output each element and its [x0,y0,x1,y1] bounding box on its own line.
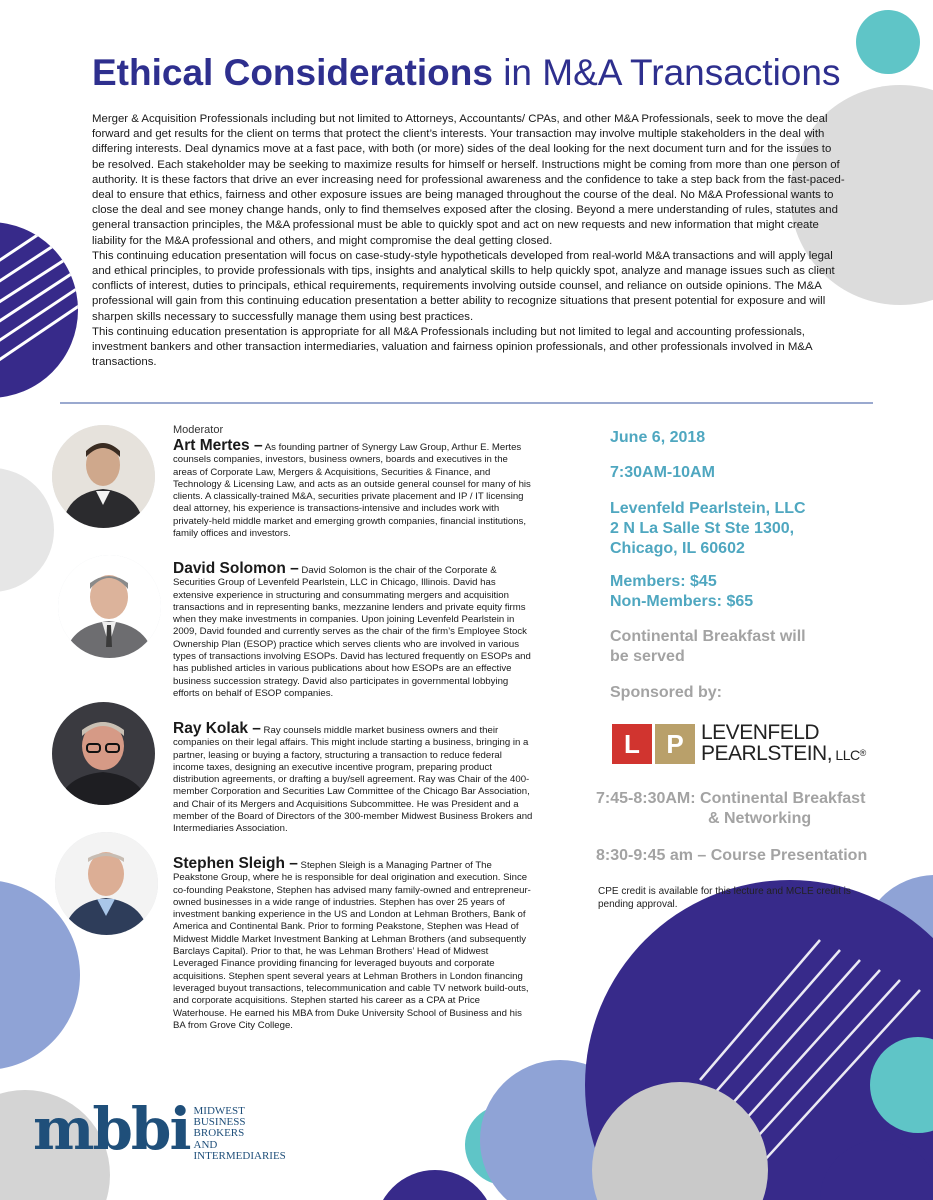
mbbi-name [194,1106,286,1162]
logo-p-box: P [655,724,695,764]
speaker-photo-stephen-sleigh [55,832,158,935]
intro-paragraph: This continuing education presentation will focus on case-study-style hypotheticals developed from real-world M&A transactions and will apply legal and ethical principles, to provide professionals with tips, insights and analytical skills to help quickly spot, analyze and manage issues such as client conflicts of interest, duties to principals, ethical requirements, requirements involving outside counsel, and reliance on outside opinions. The M&A professional will gain from this continuing education presentation a better ability to recognize situations that present potential for exposure and will sharpen skills necessary to successfully manage them using best practices. [92,249,835,323]
grey-circle-left [0,468,54,592]
intro-paragraph: Merger & Acquisition Professionals including but not limited to Attorneys, Accountants/ CPAs, and other M&A Professionals, seek to move the deal forward and get results for the client on terms that protect the client’s interests. Your transaction may involve multiple stakeholders in the deal with differing interests. Deal dynamics move at a fast pace, with both (or more) sides of the deal looking for the next document turn and for the issues to be resolved. Each stakeholder may be seeking to maximize results for himself or herself. Instructions might be coming from more than one person of authority. It is these factors that drive an ever increasing need for professional awareness and the confidence to take a step back from the fast-paced-deal to ensure that ethics, fairness and other exposure issues are being managed throughout the course of the deal. No M&A Professional wants to close the deal and see money change hands, only to find themselves exposed after the closing. Beyond a mere understanding of rules, statutes and general transaction principles, the M&A professional must be able to quickly spot and act on new requests and new information that might create liability for the M&A professional and others, and might compromise the deal getting closed. [92,113,845,247]
navy-circle-left [0,222,78,398]
logo-suffix: LLC [832,747,860,763]
logo-l-box: L [612,724,652,764]
breakfast-note-line: Continental Breakfast will [610,628,806,645]
event-prices [610,572,753,612]
speaker-bio-art-mertes [173,437,533,540]
speaker-bio-david-solomon [173,560,533,700]
logo-wordmark [701,722,866,766]
schedule-line: & Networking [708,810,812,827]
breakfast-note-line: be served [610,648,685,665]
speaker-name: Stephen Sleigh – [173,855,298,872]
speaker-bio-ray-kolak [173,720,533,836]
speaker-bio-text: As founding partner of Synergy Law Group, Arthur E. Mertes counsels companies, investors, business owners, boards and executives in the areas of Corporate Law, Mergers & Acquisitions, Securities & Finance, and Technology & Licensing Law, and acts as an outside general counsel for many of his clients. A classically-trained M&A, securities private placement and IP / IT licensing deal attorney, his experience is transactions-intensive and includes work with privately-held middle market and emerging growth companies, financial institutions, family offices and investors. [173,442,531,540]
mbbi-line: BUSINESS [193,1116,246,1129]
price-line: Non-Members: $65 [610,593,754,610]
logo-line: PEARLSTEIN, [701,742,833,765]
price-line: Members: $45 [610,573,717,590]
speaker-bio-text: David Solomon is the chair of the Corporate & Securities Group of Levenfeld Pearlstein, LLC in Chicago, Illinois. David has extensive experience in structuring and consummating mergers and acquisition transactions and in representing banks, mezzanine lenders and private equity firms when they make investments in companies. Upon joining Levenfeld Pearlstein in 2009, David founded and currently serves as the chair of the firm’s Employee Stock Ownership Plan (ESOP) practice which serves clients who are involved in various types of transactions involving ESOPs. David has lectured frequently on ESOPs and has published articles in various publications about how ESOPs are an effective business succession strategy. David also participates in governmental lobbying efforts on behalf of ESOP companies. [173,565,531,699]
schedule-line: 7:45-8:30AM: Continental Breakfast [596,790,866,807]
schedule-course: 8:30-9:45 am – Course Presentation [596,847,868,864]
mbbi-line: BROKERS [193,1127,245,1140]
breakfast-note [610,627,806,667]
event-venue [610,499,806,559]
speaker-name: Ray Kolak – [173,720,261,737]
mbbi-line: AND [193,1138,218,1151]
venue-line: 2 N La Salle St Ste 1300, [610,520,795,537]
schedule-breakfast [596,789,865,829]
logo-registered-mark: ® [859,748,866,758]
speaker-photo-david-solomon [58,555,161,658]
title-bold-part: Ethical Considerations [92,52,493,93]
sponsored-by-label: Sponsored by: [610,684,723,701]
venue-line: Chicago, IL 60602 [610,540,745,557]
cpe-credit-note: CPE credit is available for this lecture and MCLE credit is pending approval. [598,886,851,910]
event-date: June 6, 2018 [610,429,706,446]
speaker-bio-stephen-sleigh [173,855,533,1032]
speaker-photo-ray-kolak [52,702,155,805]
speaker-bio-text: Stephen Sleigh is a Managing Partner of The Peakstone Group, where he is responsible for deal origination and execution. Since co-founding Peakstone, Stephen has advised many family-owned and entrepreneur-owned businesses in a wide range of industries. Stephen has over 25 years of investment banking experience in the US and London at Lehman Brothers, Bank of America and Continental Bank. Prior to forming Peakstone, Stephen was Head of Midwest Middle Market Investment Banking at Lehman Brothers (and subsequently Barclays Capital). Prior to that, he was Lehman Brothers’ Head of Midwest Leveraged Finance providing financing for leveraged buyouts and corporate acquisitions. Stephen spent several years at Lehman Brothers in London financing leveraged buyout transactions, telecommunication and cable TV network build-outs, and corporate acquisitions. Stephen started his career as a CPA at Price Waterhouse. He earned his MBA from Duke University School of Business and his BA from Grove City College. [173,860,531,1031]
speaker-name: David Solomon – [173,560,299,577]
mbbi-logo [33,1095,286,1163]
mbbi-mark: mbbi [33,1095,190,1163]
navy-circle-bottom-mid [375,1170,495,1200]
event-time: 7:30AM-10AM [610,464,715,481]
mbbi-line: INTERMEDIARIES [193,1149,286,1162]
speaker-name: Art Mertes – [173,437,263,454]
page-title [92,52,872,94]
intro-text [92,112,847,370]
intro-paragraph: This continuing education presentation is appropriate for all M&A Professionals including but not limited to legal and accounting professionals, investment bankers and other transaction intermediaries, valuation and fairness opinion professionals, and other professionals involved in M&A transactions. [92,325,812,369]
section-divider [60,402,873,404]
levenfeld-pearlstein-logo [612,722,866,766]
venue-line: Levenfeld Pearlstein, LLC [610,500,806,517]
logo-line: LEVENFELD [701,721,820,744]
title-rest-part: in M&A Transactions [492,52,841,93]
speaker-photo-art-mertes [52,425,155,528]
moderator-label: Moderator [173,424,224,436]
speaker-bio-text: Ray counsels middle market business owners and their companies on their legal affairs. This might include starting a business, bringing in a partner, leasing or buying a factory, structuring a transaction to reduce federal income taxes, designing an executive incentive program, preparing product distribution agreements, or drafting a buy/sell agreement. Ray was Chair of the 400-member Corporation and Securities Law Committee of the Chicago Bar Association, and Chair of its Mergers and Acquisitions Subcommittee. He was President and a member of the Board of Directors of the 300-member Midwest Business Brokers and Intermediaries Association. [173,725,533,835]
mbbi-line: MIDWEST [193,1105,245,1117]
